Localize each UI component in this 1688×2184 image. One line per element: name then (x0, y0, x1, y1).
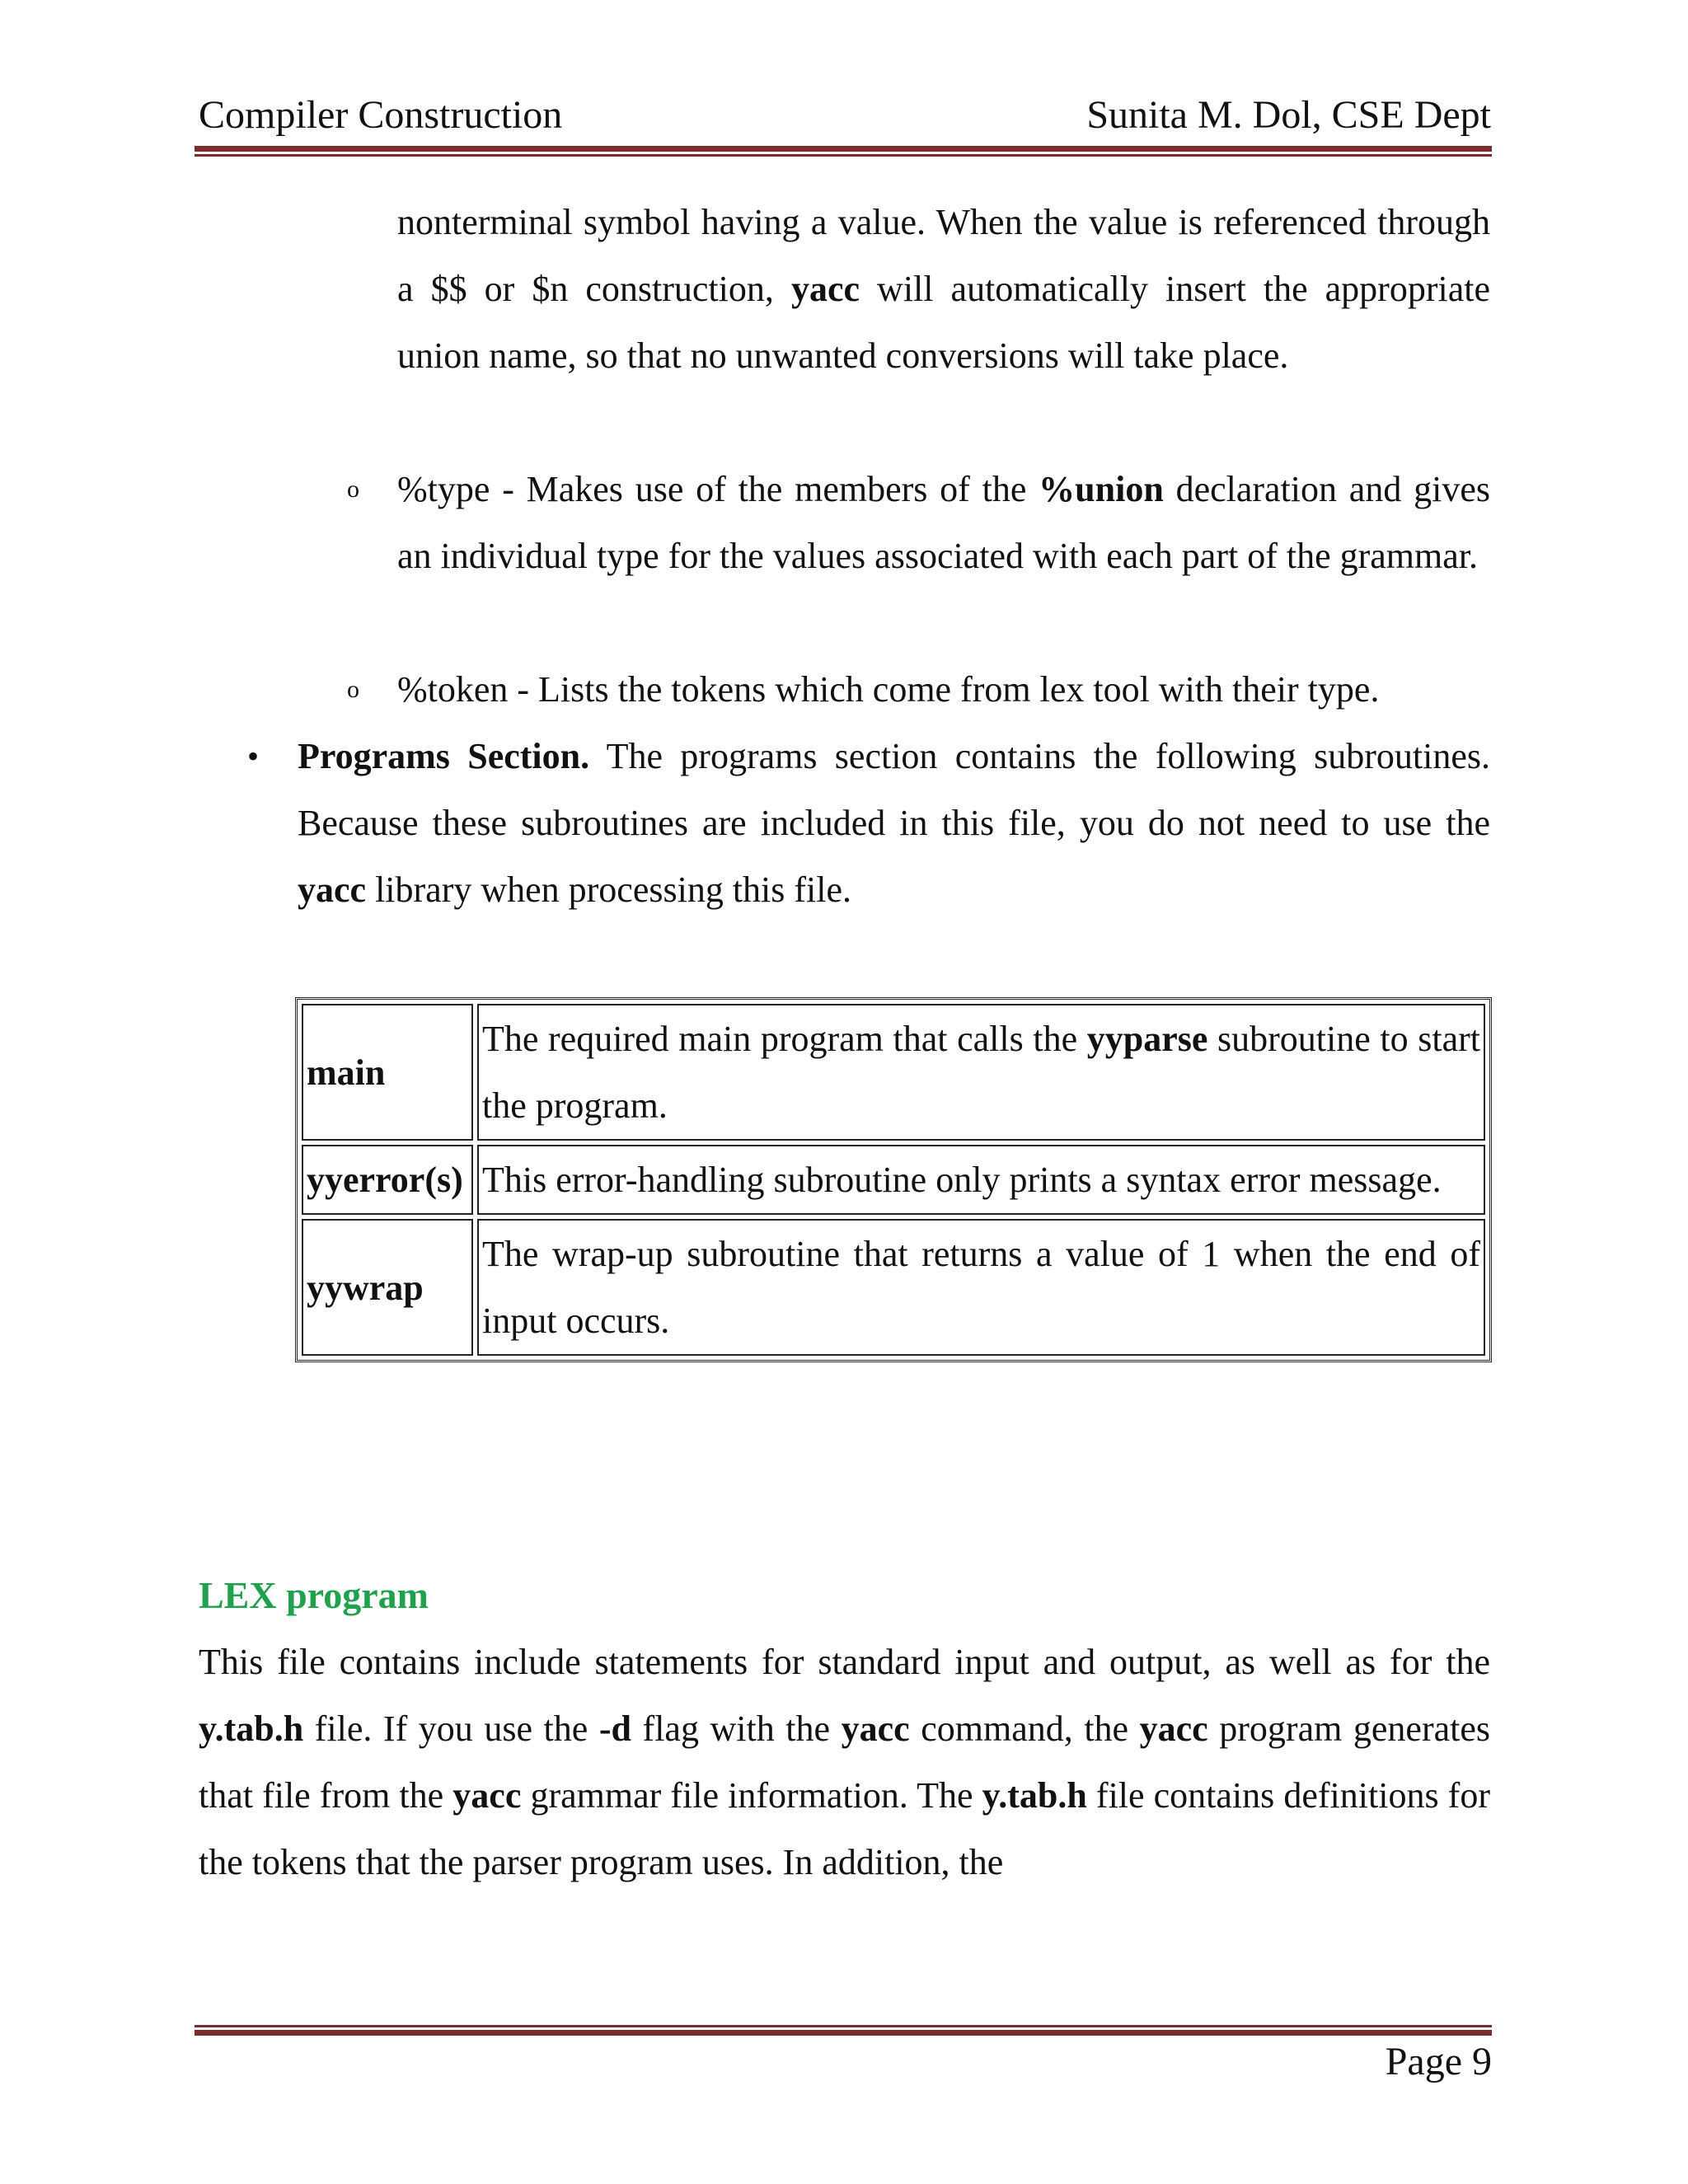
table-row (302, 1219, 1485, 1356)
sub-bullet-type: %type - Makes use of the members of the %union declaration and gives an individual type for the values associated with each part of the grammar. (397, 469, 1490, 576)
bullet-marker: • (247, 738, 260, 775)
subroutine-description: The required main program that calls the yyparse subroutine to start the program. (477, 1004, 1485, 1141)
subroutine-description: The wrap-up subroutine that returns a value of 1 when the end of input occurs. (477, 1219, 1485, 1356)
programs-section-paragraph: Programs Section. The programs section contains the following subroutines. Because these subroutines are included in this file, you do not need to use the yacc library when processing this file. (298, 736, 1490, 910)
page-header (199, 92, 1491, 138)
section-heading: LEX program (199, 1574, 429, 1616)
union-continuation-paragraph: nonterminal symbol having a value. When the value is referenced through a $$ or $n construction, yacc will automatically insert the appropriate union name, so that no unwanted conversions will take place. (397, 202, 1490, 376)
subroutine-description: This error-handling subroutine only prints a syntax error message. (477, 1145, 1485, 1215)
table-row (302, 1145, 1485, 1215)
programs-section-title: Programs Section. (298, 736, 590, 776)
lex-program-paragraph: This file contains include statements for standard input and output, as well as for the y.tab.h file. If you use the -d flag with the yacc command, the yacc program generates that file from the yacc grammar file information. The y.tab.h file contains definitions for the tokens that the parser program uses. In addition, the (199, 1642, 1490, 1882)
header-author: Sunita M. Dol, CSE Dept (1086, 93, 1491, 137)
sub-bullet-marker: o (347, 476, 359, 503)
table-row (302, 1004, 1485, 1141)
sub-bullet-token: %token - Lists the tokens which come from lex tool with their type. (397, 669, 1380, 710)
sub-bullet-marker: o (347, 676, 359, 703)
subroutine-name: yyerror(s) (302, 1145, 473, 1215)
header-course-title: Compiler Construction (199, 93, 563, 137)
subroutine-name: main (302, 1004, 473, 1141)
header-rule (195, 146, 1492, 157)
page-number: Page 9 (1385, 2040, 1492, 2083)
subroutines-table (295, 997, 1492, 1362)
subroutine-name: yywrap (302, 1219, 473, 1356)
footer-rule (195, 2025, 1492, 2036)
